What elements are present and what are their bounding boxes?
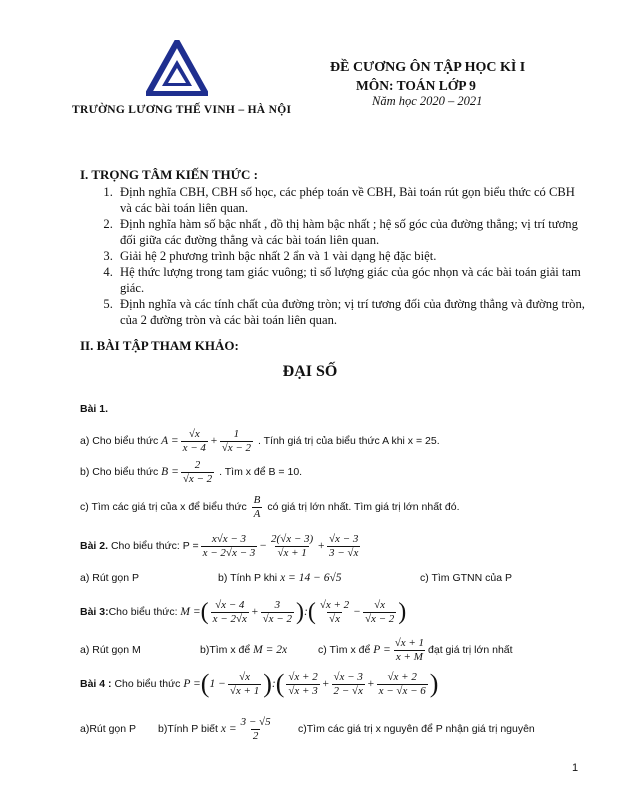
denominator: 2 [252, 729, 259, 742]
list-item: 2. Định nghĩa hàm số bậc nhất , đồ thị hàm bậc nhất ; hệ số góc của đường thẳng; vị trí tương đối giữa các đường thẳng và các bài toán liên quan. [116, 216, 586, 248]
exercise-1a [80, 423, 440, 459]
text: Cho biểu thức: [108, 606, 178, 618]
fraction [363, 599, 396, 626]
denominator: √x [329, 612, 340, 625]
paren-open: ( [200, 669, 210, 698]
exercise-4 [80, 664, 438, 704]
denominator: x + M [395, 650, 423, 663]
denominator: x − 2√x [212, 612, 247, 625]
document-title: ĐỀ CƯƠNG ÔN TẬP HỌC KÌ I [330, 60, 526, 75]
list-item: 5. Định nghĩa và các tính chất của đường tròn; vị trí tương đối của đường thẳng và đường tròn, của 2 đường tròn và các bài toán liên quan. [116, 296, 586, 328]
paren-open: ( [200, 598, 209, 625]
algebra-heading: ĐẠI SỐ [282, 363, 338, 380]
exercise-2-label: Bài 2. [80, 540, 109, 552]
fraction [269, 533, 315, 560]
text: c) Tìm x để [318, 644, 371, 656]
denominator: x − 4 [182, 441, 206, 454]
exercise-4b [158, 712, 275, 746]
denominator: x − 2√x − 3 [202, 546, 256, 559]
school-name: TRƯỜNG LƯƠNG THẾ VINH – HÀ NỘI [72, 104, 292, 116]
fraction [252, 494, 263, 521]
numerator: √x − 3 [333, 670, 363, 683]
denominator: √x − 2 [262, 612, 292, 625]
exercise-4a: a)Rút gọn P [80, 723, 137, 735]
denominator: √x − 2 [221, 441, 252, 454]
exercise-3-label: Bài 3: [80, 606, 109, 618]
exercise-4c: c)Tìm các giá trị x nguyên để P nhận giá trị nguyên [298, 723, 535, 735]
fraction [327, 533, 360, 560]
exercise-2c: c) Tìm GTNN của P [420, 572, 512, 584]
fraction [261, 599, 294, 626]
text: . Tính giá trị của biểu thức A khi x = 25. [257, 435, 440, 447]
exercise-2b [218, 572, 342, 584]
numerator: √x + 2 [319, 598, 350, 611]
text: b) Cho biểu thức [80, 466, 159, 478]
text: . Tìm x để B = 10. [219, 466, 303, 478]
fraction [211, 599, 249, 626]
exercise-2a: a) Rút gọn P [80, 572, 139, 584]
text: Cho biểu thức: P = [110, 540, 199, 552]
math-lhs: P = [373, 644, 391, 656]
denominator: √x + 1 [229, 684, 260, 697]
list-item: 1. Định nghĩa CBH, CBH số học, các phép toán về CBH, Bài toán rút gọn biểu thức có CBH và các bài toán liên quan. [116, 184, 586, 216]
denominator: √x + 1 [277, 546, 307, 559]
list-item: 3. Giải hệ 2 phương trình bậc nhất 2 ẩn và 1 vài dạng hệ đặc biệt. [116, 248, 586, 264]
text: Cho biểu thức [114, 678, 181, 690]
operator: + [366, 678, 375, 690]
numerator: 3 − √5 [240, 715, 271, 728]
fraction [181, 459, 214, 486]
fraction [181, 428, 208, 455]
fraction [393, 637, 426, 664]
paren-close: ) [398, 598, 407, 625]
operator: − [353, 606, 361, 618]
exercise-2 [80, 528, 362, 564]
denominator: x − √x − 6 [378, 684, 426, 697]
exercise-3b [200, 640, 287, 660]
fraction [220, 428, 253, 455]
numerator: 1 [233, 427, 240, 440]
math: x = 14 − 6√5 [280, 572, 342, 584]
list-item: 4. Hệ thức lượng trong tam giác vuông; tỉ số lượng giác của góc nhọn và các bài toán giải tam giác. [116, 264, 586, 296]
fraction [239, 716, 273, 743]
text: đạt giá trị lớn nhất [428, 644, 513, 656]
section-2-title: II. BÀI TẬP THAM KHẢO: [80, 338, 239, 353]
numerator: √x + 1 [394, 636, 425, 649]
exercise-3a: a) Rút gọn M [80, 644, 141, 656]
text: có giá trị lớn nhất. Tìm giá trị lớn nhất đó. [267, 501, 460, 513]
operator: − [259, 540, 268, 552]
fraction [377, 671, 428, 698]
school-year: Năm học 2020 – 2021 [372, 94, 483, 108]
paren-close: ) [295, 598, 304, 625]
text: b)Tìm x để [200, 644, 251, 656]
fraction [201, 533, 258, 560]
math-lhs: B = [161, 466, 179, 478]
text: a) Cho biểu thức [80, 435, 159, 447]
math-lhs: M = [180, 606, 201, 618]
text: b)Tính P biết [158, 723, 218, 735]
exercise-3c [318, 632, 513, 668]
denominator: 3 − √x [328, 546, 359, 559]
denominator: √x − 2 [364, 612, 395, 625]
exercise-1b [80, 456, 302, 488]
numerator: √x [374, 598, 386, 611]
operator: : [271, 678, 276, 690]
numerator: √x + 2 [387, 670, 417, 683]
math-lhs: P = [183, 678, 201, 690]
fraction [332, 671, 365, 698]
section-1-title: I. TRỌNG TÂM KIẾN THỨC : [80, 167, 258, 182]
exercise-3 [80, 594, 406, 630]
triangle-logo-icon [146, 40, 208, 96]
page-number: 1 [572, 762, 579, 774]
operator: : [303, 606, 308, 618]
operator: + [317, 540, 325, 552]
numerator: √x + 2 [288, 670, 318, 683]
exercise-1-label: Bài 1. [80, 403, 109, 415]
subject-line: MÔN: TOÁN LỚP 9 [356, 78, 476, 93]
exercise-1c [80, 490, 459, 524]
text: b) Tính P khi [218, 572, 278, 584]
numerator: √x − 3 [328, 532, 359, 545]
fraction [286, 671, 319, 698]
math: 1 − [209, 678, 226, 690]
paren-close: ) [429, 669, 439, 698]
denominator: 2 − √x [333, 684, 363, 697]
numerator: 2(√x − 3) [271, 532, 314, 545]
numerator: x√x − 3 [211, 532, 247, 545]
exercise-4-label: Bài 4 : [80, 678, 112, 690]
paren-close: ) [263, 669, 272, 698]
numerator: √x [239, 670, 250, 683]
paren-open: ( [307, 598, 316, 625]
numerator: 3 [274, 598, 281, 611]
text: c) Tìm các giá trị của x để biểu thức [80, 501, 247, 513]
math: M = 2x [253, 644, 288, 656]
operator: + [321, 678, 330, 690]
denominator: √x + 3 [288, 684, 318, 697]
numerator: √x − 4 [215, 598, 245, 611]
numerator: B [253, 493, 261, 506]
operator: + [209, 435, 218, 447]
denominator: √x − 2 [182, 472, 213, 485]
fraction [228, 671, 261, 698]
fraction [318, 599, 351, 626]
math-lhs: x = [220, 723, 237, 735]
operator: + [250, 606, 259, 618]
numerator: √x [188, 427, 200, 440]
numerator: 2 [194, 458, 201, 471]
topic-list [92, 184, 586, 328]
paren-open: ( [275, 669, 285, 698]
math-lhs: A = [161, 435, 179, 447]
denominator: A [253, 507, 261, 520]
